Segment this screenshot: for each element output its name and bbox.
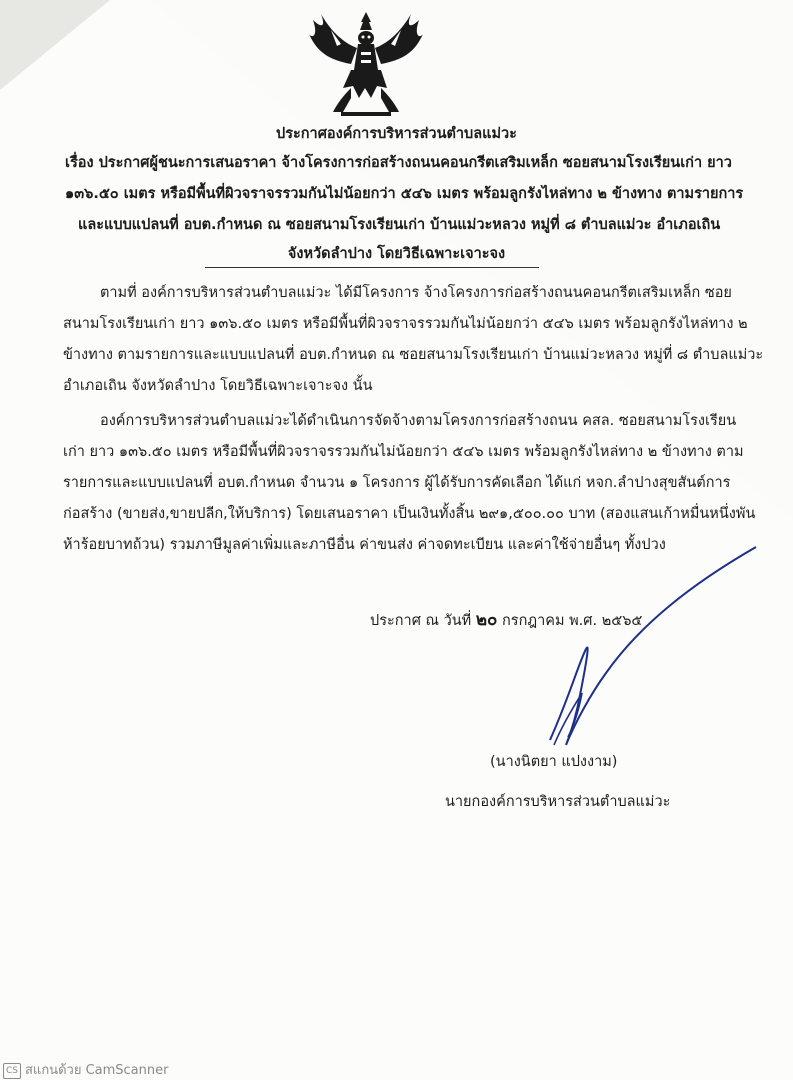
announce-month-year: กรกฎาคม พ.ศ. ๒๕๖๕: [502, 613, 643, 629]
handwritten-signature: [520, 545, 760, 775]
subject-line-3: และแบบแปลนที่ อบต.กำหนด ณ ซอยสนามโรงเรียนเก่า บ้านแม่วะหลวง หมู่ที่ ๘ ตำบลแม่วะ อำเภอเถิน: [78, 217, 721, 233]
paragraph2-line-1: องค์การบริหารส่วนตำบลแม่วะได้ดำเนินการจัดจ้างตามโครงการก่อสร้างถนน คสล. ซอยสนามโรงเรียน: [100, 413, 737, 429]
paragraph1-line-4: อำเภอเถิน จังหวัดลำปาง โดยวิธีเฉพาะเจาะจง นั้น: [63, 378, 373, 394]
subject-line-2: ๑๓๖.๕๐ เมตร หรือมีพื้นที่ผิวจราจรรวมกันไม่น้อยกว่า ๕๔๖ เมตร พร้อมลูกรังไหล่ทาง ๒ ข้างทาง ตามรายการ: [65, 186, 744, 202]
camscanner-text: สแกนด้วย CamScanner: [25, 1063, 169, 1078]
paragraph2-line-2: เก่า ยาว ๑๓๖.๕๐ เมตร หรือมีพื้นที่ผิวจราจรรวมกันไม่น้อยกว่า ๕๔๖ เมตร พร้อมลูกรังไหล่ทาง ๒ ข้างทาง ตาม: [63, 444, 744, 460]
subject-line-1: เรื่อง ประกาศผู้ชนะการเสนอราคา จ้างโครงการก่อสร้างถนนคอนกรีตเสริมเหล็ก ซอยสนามโรงเรียนเก่า ยาว: [65, 155, 732, 171]
paragraph2-line-3: รายการและแบบแปลนที่ อบต.กำหนด จำนวน ๑ โครงการ ผู้ได้รับการคัดเลือก ได้แก่ หจก.ลำปางสุขสันต์การ: [63, 475, 731, 491]
paragraph2-line-5: ห้าร้อยบาทถ้วน) รวมภาษีมูลค่าเพิ่มและภาษีอื่น ค่าขนส่ง ค่าจดทะเบียน และค่าใช้จ่ายอื่นๆ ทั้งปวง: [63, 537, 666, 553]
announcement-title: ประกาศองค์การบริหารส่วนตำบลแม่วะ: [276, 126, 517, 142]
paragraph1-line-3: ข้างทาง ตามรายการและแบบแปลนที่ อบต.กำหนด ณ ซอยสนามโรงเรียนเก่า บ้านแม่วะหลวง หมู่ที่ ๘ ตำบลแม่วะ: [63, 347, 764, 363]
paragraph2-line-4: ก่อสร้าง (ขายส่ง,ขายปลีก,ให้บริการ) โดยเสนอราคา เป็นเงินทั้งสิ้น ๒๙๑,๕๐๐.๐๐ บาท (สองแสนเก้าหมื่นหนึ่งพัน: [63, 506, 756, 522]
announce-day: ๒๐: [475, 610, 498, 630]
camscanner-logo-icon: CS: [3, 1063, 21, 1079]
paragraph1-line-2: สนามโรงเรียนเก่า ยาว ๑๓๖.๕๐ เมตร หรือมีพื้นที่ผิวจราจรรวมกันไม่น้อยกว่า ๕๔๖ เมตร พร้อมลูกรังไหล่ทาง ๒: [63, 316, 748, 332]
header-divider: [205, 267, 539, 268]
signatory-position: นายกองค์การบริหารส่วนตำบลแม่วะ: [445, 794, 671, 810]
garuda-emblem-icon: [307, 8, 425, 120]
announce-prefix: ประกาศ ณ วันที่: [370, 613, 472, 629]
camscanner-watermark: [3, 1059, 168, 1080]
subject-line-4: จังหวัดลำปาง โดยวิธีเฉพาะเจาะจง: [287, 246, 506, 262]
signatory-name: (นางนิตยา แปงงาม): [490, 754, 618, 770]
paragraph1-line-1: ตามที่ องค์การบริหารส่วนตำบลแม่วะ ได้มีโครงการ จ้างโครงการก่อสร้างถนนคอนกรีตเสริมเหล็ก ซอย: [100, 285, 732, 301]
